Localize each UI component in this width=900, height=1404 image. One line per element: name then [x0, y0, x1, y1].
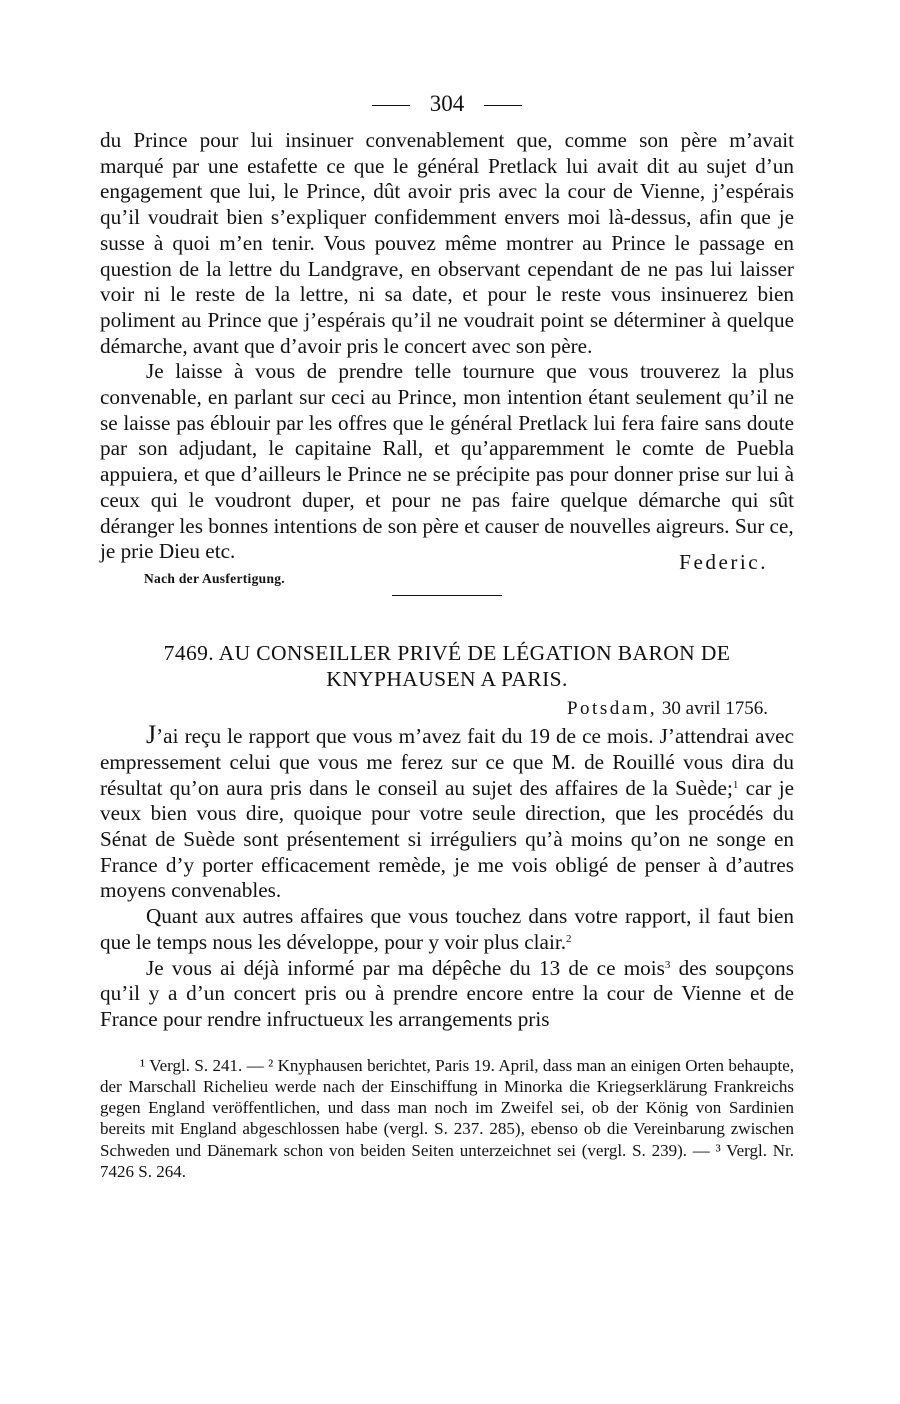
previous-letter-continuation: [100, 128, 794, 539]
letter-body: [100, 722, 794, 1032]
letter-paragraph-1-part-b: car je veux bien vous dire, quoique pour votre seule direction, que les procédés du Sénat de Suède sont présentement si irréguliers qu’à moins qu’on ne songe en France d’y porter efficacement remède, je me vois obligé de penser à d’autres moyens convenables.: [100, 775, 795, 903]
footnote-marker-3: 3: [664, 958, 671, 971]
letter-paragraph-1-part-a: ’ai reçu le rapport que vous m’avez fait du 19 de ce mois. J’attendrai avec empressement celui que vous me ferez sur ce que M. de Rouillé vous dira du résultat qu’on aura pris dans le conseil au sujet des affaires de la Suède;: [100, 724, 794, 800]
document-number: 7469.: [163, 641, 215, 666]
footnotes: [100, 1055, 794, 1182]
source-note: Nach der Ausfertigung.: [144, 571, 285, 587]
page-header: [100, 88, 794, 128]
document-title-line-2: KNYPHAUSEN A PARIS.: [326, 667, 568, 692]
document-heading: [100, 640, 794, 692]
dateline: [100, 698, 768, 720]
date-value: 30 avril 1756.: [661, 698, 768, 720]
header-dash-left: [372, 105, 410, 106]
date-place: Potsdam,: [566, 698, 658, 720]
page: [100, 88, 794, 1182]
header-dash-right: [484, 105, 522, 106]
page-number: 304: [429, 91, 465, 116]
footnotes-text: ¹ Vergl. S. 241. — ² Knyphausen berichtet, Paris 19. April, dass man an einigen Orten behaupte, der Marschall Richelieu werde nach der Einschiffung in Minorka die Kriegserklärung Frankreichs gegen England veröffentlichen, und dass man noch im Zweifel sei, ob der König von Sardinien bereits mit England abgeschlossen habe (vergl. S. 237. 285), ebenso ob die Vereinbarung zwischen Schweden und Dänemark schon von beiden Seiten unterzeichnet sei (vergl. S. 239). — ³ Vergl. Nr. 7426 S. 264.: [100, 1055, 794, 1181]
footnote-marker-2: 2: [566, 932, 572, 945]
drop-cap: J: [146, 720, 157, 750]
paragraph-1: du Prince pour lui insinuer convenablement que, comme son père m’avait marqué par une estafette ce que le général Pretlack lui avait dit au sujet d’un engagement que lui, le Prince, dût avoir pris avec la cour de Vienne, j’espérais qu’il voudrait bien s’expliquer confidemment envers moi là-dessus, afin que je susse à quoi m’en tenir. Vous pouvez même montrer au Prince le passage en question de la lettre du Landgrave, en observant cependant de ne pas lui laisser voir ni le reste de la lettre, ni sa date, et pour le reste vous insinuerez bien poliment au Prince que j’espérais qu’il ne voudrait point se déterminer à quelque démarche, avant que d’avoir pris le concert avec son père.: [100, 128, 794, 358]
closing-formula: je prie Dieu etc.: [100, 539, 236, 564]
paragraph-2: Je laisse à vous de prendre telle tournure que vous trouverez la plus convenable, en parlant sur ceci au Prince, mon intention étant seulement qu’il ne se laisse pas éblouir par les offres que le général Pretlack lui fera faire sans doute par son adjudant, le capitaine Rall, et qu’apparemment le comte de Puebla appuiera, et que d’ailleurs le Prince ne se précipite pas pour donner prise sur lui à ceux qui le voudront duper, et pour ne pas faire quelque démarche qui sût déranger les bonnes intentions de son père et causer de nouvelles aigreurs. Sur ce,: [100, 359, 794, 538]
section-divider: [392, 595, 502, 596]
document-title-line-1: AU CONSEILLER PRIVÉ DE LÉGATION BARON DE: [218, 641, 731, 666]
letter-paragraph-3: [100, 956, 794, 1033]
letter-paragraph-3-part-a: Je vous ai déjà informé par ma dépêche du 13 de ce mois: [146, 955, 665, 980]
footnote-marker-1: 1: [732, 778, 739, 791]
signature: Federic.: [679, 550, 768, 575]
letter-paragraph-2-text: Quant aux autres affaires que vous touchez dans votre rapport, il faut bien que le temps nous les développe, pour y voir plus clair.: [100, 904, 794, 954]
letter-paragraph-3-part-b: des soupçons qu’il y a d’un concert pris ou à prendre encore entre la cour de Vienne et de France pour rendre infructueux les arrangements pris: [100, 955, 795, 1031]
closing-block: [100, 539, 794, 591]
letter-paragraph-1: [100, 722, 794, 904]
letter-paragraph-2: [100, 904, 794, 955]
